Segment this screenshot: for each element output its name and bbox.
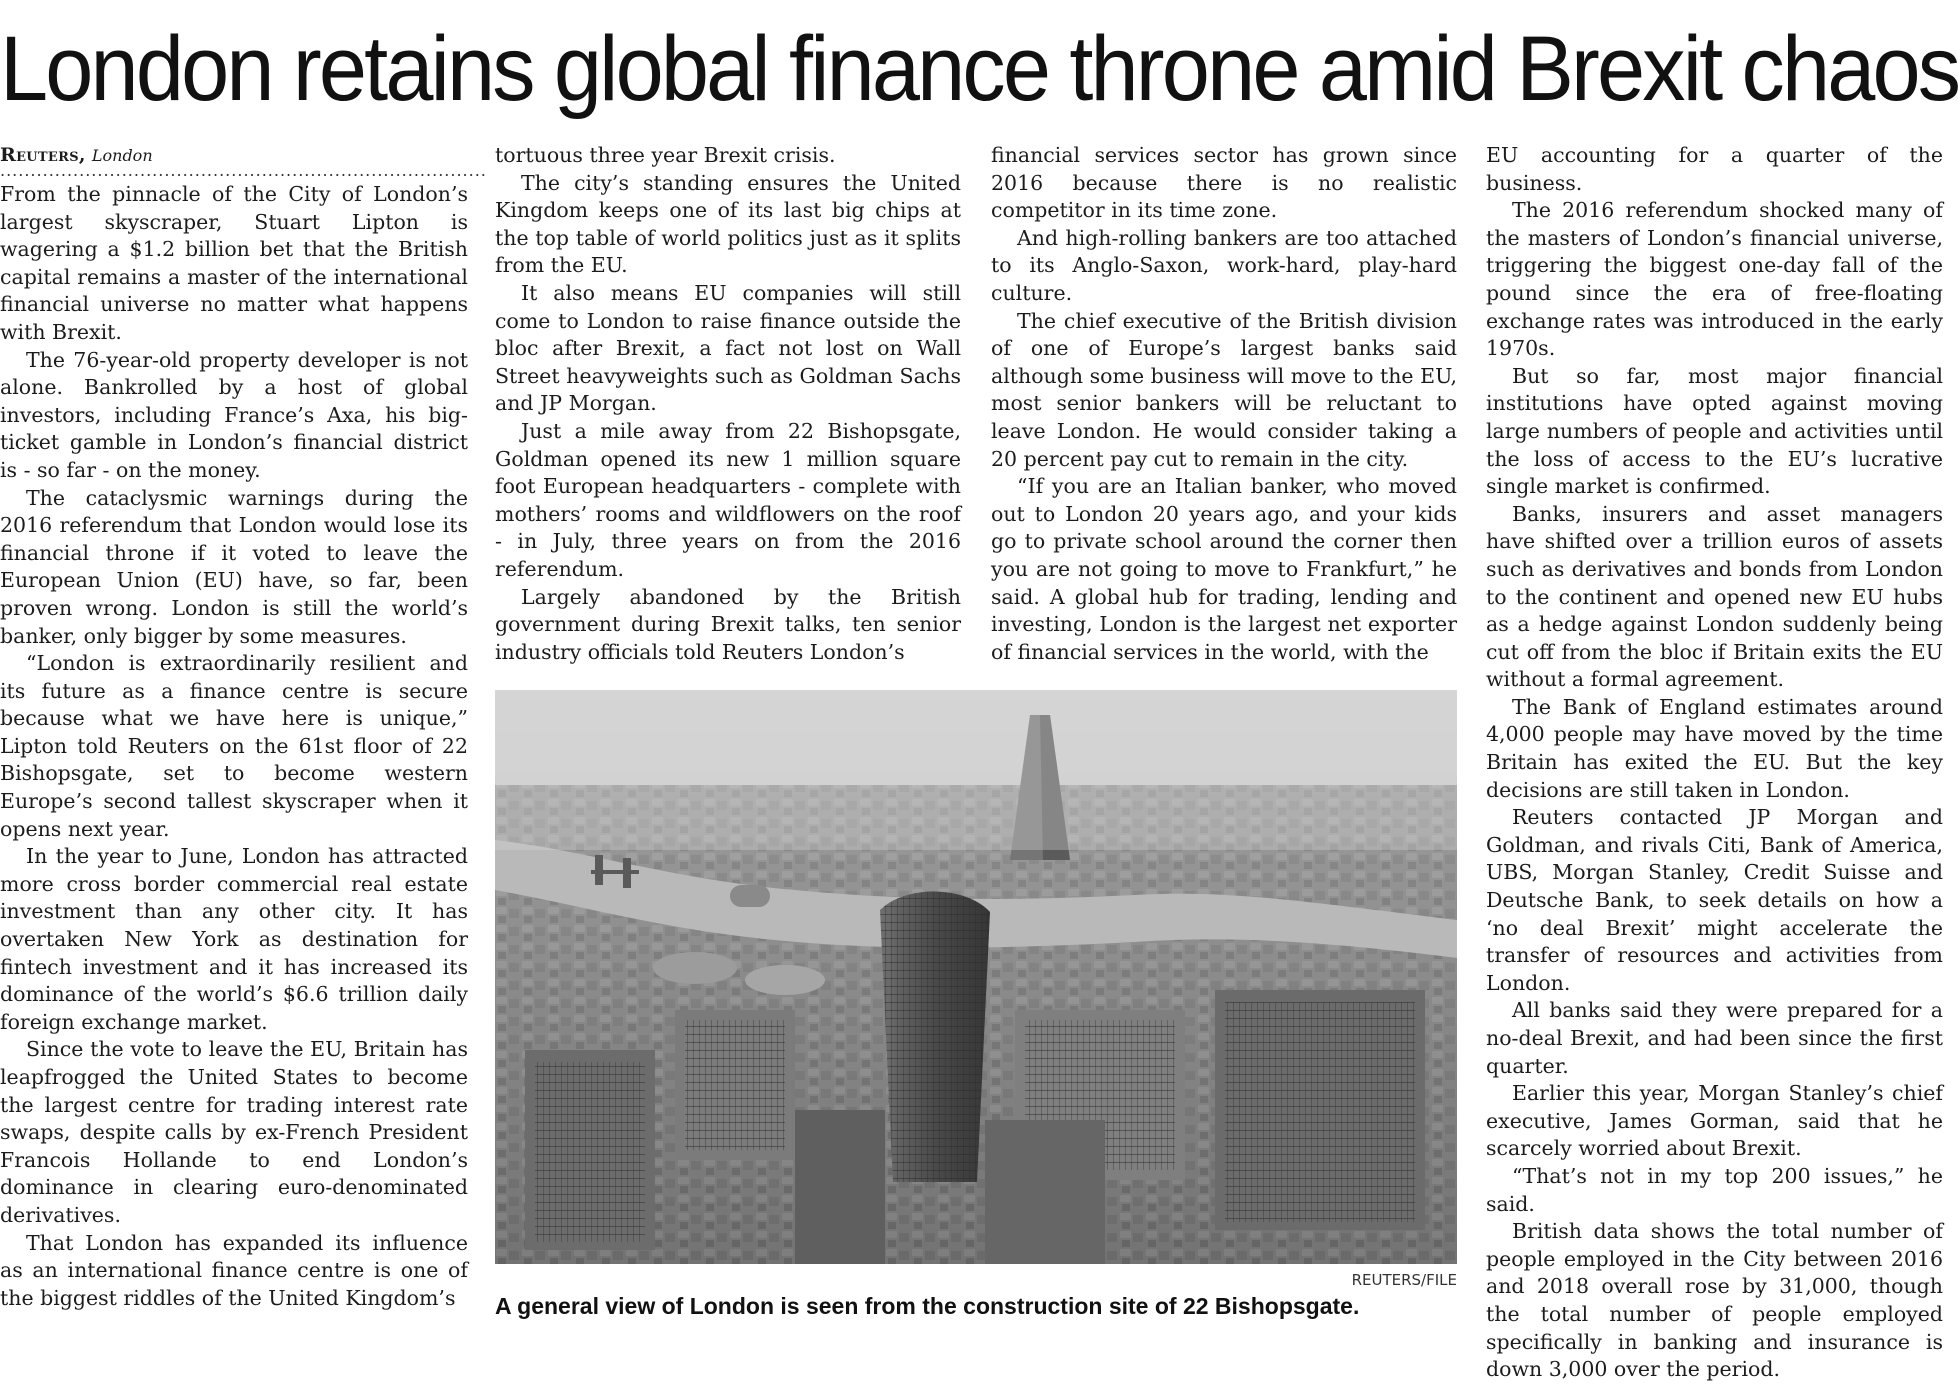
paragraph: From the pinnacle of the City of London’s largest skyscraper, Stuart Lipton is wagering a $1.2 billion bet that the British capital remains a master of the international financial universe no matter what happens with Brexit. <box>0 182 468 344</box>
paragraph: “If you are an Italian banker, who moved out to London 20 years ago, and your kids go to private school around the corner then you are not going to move to Frankfurt,” he said. A global hub for trading, lending and investing, London is the largest net exporter of financial services in the world, with the <box>991 474 1457 664</box>
paragraph: It also means EU companies will still come to London to raise finance outside the bloc after Brexit, a fact not lost on Wall Street heavyweights such as Goldman Sachs and JP Morgan. <box>495 280 961 416</box>
paragraph: The cataclysmic warnings during the 2016 referendum that London would lose its financial throne if it voted to leave the European Union (EU) have, so far, been proven wrong. London is still the world’s banker, only bigger by some measures. <box>0 485 468 648</box>
photo-caption: A general view of London is seen from the construction site of 22 Bishopsgate. <box>495 1293 1360 1319</box>
haze <box>495 690 1457 850</box>
headline: London retains global finance throne amid Brexit chaos <box>0 18 1958 120</box>
paragraph: Earlier this year, Morgan Stanley’s chief executive, James Gorman, said that he scarcely worried about Brexit. <box>1486 1081 1943 1161</box>
paragraph: “London is extraordinarily resilient and its future as a finance centre is secure because what we have here is unique,” Lipton told Reuters on the 61st floor of 22 Bishopsgate, set to become western Europe’s second tallest skyscraper when it opens next year. <box>0 651 468 841</box>
city-hall <box>730 885 770 907</box>
byline-agency: Reuters, <box>0 144 86 166</box>
paragraph: Largely abandoned by the British government during Brexit talks, ten senior industry officials told Reuters London’s <box>495 584 961 664</box>
paragraph: But so far, most major financial institutions have opted against moving large numbers of people and activities until the loss of access to the EU’s lucrative single market is confirmed. <box>1486 363 1943 499</box>
paragraph: financial services sector has grown since 2016 because there is no realistic competitor in its time zone. <box>991 143 1457 223</box>
article-column-4 <box>1486 142 1943 1382</box>
byline-divider: ................................................................................ <box>0 161 487 180</box>
paragraph: All banks said they were prepared for a no-deal Brexit, and had been since the first quarter. <box>1486 998 1943 1078</box>
paragraph: The chief executive of the British division of one of Europe’s largest banks said although some business will move to the EU, most senior bankers will be reluctant to leave London. He would consider taking a 20 percent pay cut to remain in the city. <box>991 308 1457 471</box>
paragraph: The city’s standing ensures the United Kingdom keeps one of its last big chips at the top table of world politics just as it splits from the EU. <box>495 170 961 278</box>
paragraph: And high-rolling bankers are too attached to its Anglo-Saxon, work-hard, play-hard culture. <box>991 225 1457 305</box>
article-column-2 <box>495 142 961 662</box>
byline-city: London <box>91 146 153 165</box>
article-column-3 <box>991 142 1457 662</box>
london-skyline-photo <box>495 690 1457 1264</box>
article-column-1 <box>0 142 487 1327</box>
paragraph: Just a mile away from 22 Bishopsgate, Goldman opened its new 1 million square foot European headquarters - complete with mothers’ rooms and wildflowers on the roof - in July, three years on from the 2016 referendum. <box>495 418 961 581</box>
rooftop-dome <box>653 952 737 984</box>
paragraph: British data shows the total number of people employed in the City between 2016 and 2018 overall rose by 31,000, though the total number of people employed specifically in banking and insurance is down 3,000 over the period. <box>1486 1219 1943 1382</box>
paragraph: EU accounting for a quarter of the business. <box>1486 143 1943 195</box>
walkie-talkie-tower-facade <box>880 891 990 1182</box>
paragraph: In the year to June, London has attracted more cross border commercial real estate investment than any other city. It has overtaken New York as destination for fintech investment and it has increased its dominance of the world’s $6.6 trillion daily foreign exchange market. <box>0 844 468 1034</box>
photo-credit: REUTERS/FILE <box>1351 1271 1457 1289</box>
rooftop-dome <box>745 965 825 995</box>
paragraph: Reuters contacted JP Morgan and Goldman, and rivals Citi, Bank of America, UBS, Morgan Stanley, Credit Suisse and Deutsche Bank, to seek details on how a ‘no deal Brexit’ might accelerate the transfer of resources and activities from London. <box>1486 805 1943 995</box>
paragraph: The Bank of England estimates around 4,000 people may have moved by the time Britain has exited the EU. But the key decisions are still taken in London. <box>1486 694 1943 802</box>
paragraph: That London has expanded its influence as an international finance centre is one of the biggest riddles of the United Kingdom’s <box>0 1230 468 1310</box>
paragraph: The 76-year-old property developer is not alone. Bankrolled by a host of global investors, including France’s Axa, his big-ticket gamble in London’s financial district is - so far - on the money. <box>0 347 468 482</box>
paragraph: tortuous three year Brexit crisis. <box>495 143 836 167</box>
paragraph: Since the vote to leave the EU, Britain has leapfrogged the United States to become the largest centre for trading interest rate swaps, despite calls by ex-French President Francois Hollande to end London’s dominance in clearing euro-denominated derivatives. <box>0 1037 468 1227</box>
paragraph: “That’s not in my top 200 issues,” he said. <box>1486 1163 1943 1216</box>
paragraph: The 2016 referendum shocked many of the masters of London’s financial universe, triggering the biggest one-day fall of the pound since the era of free-floating exchange rates was introduced in the early 1970s. <box>1486 198 1943 361</box>
paragraph: Banks, insurers and asset managers have shifted over a trillion euros of assets such as derivatives and bonds from London to the continent and opened new EU hubs as a hedge against London suddenly being cut off from the bloc if Britain exits the EU without a formal agreement. <box>1486 501 1943 692</box>
